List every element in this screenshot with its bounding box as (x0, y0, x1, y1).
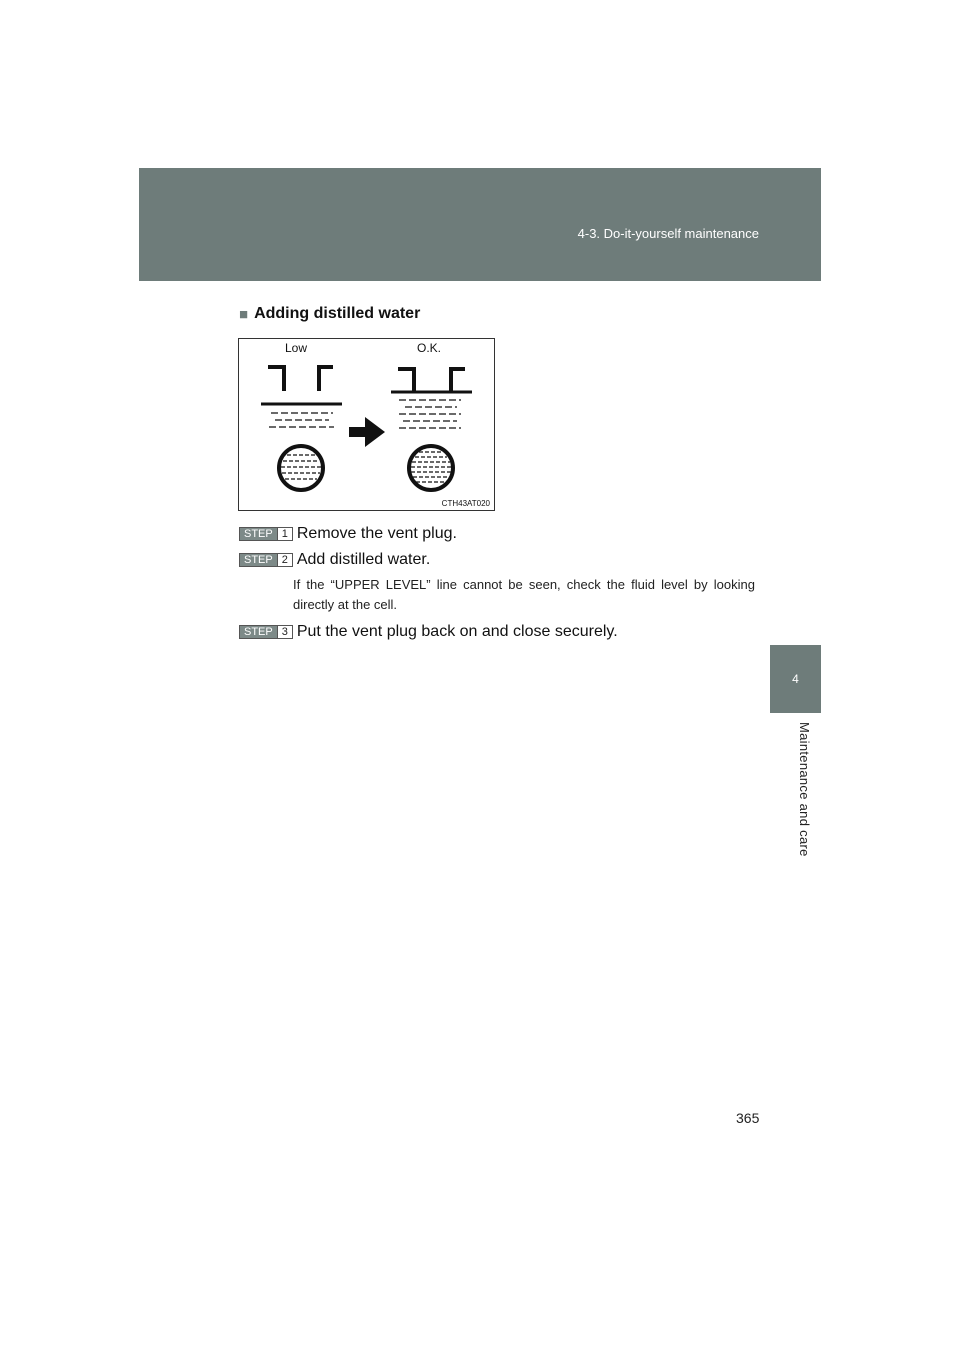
chapter-label: Maintenance and care (797, 722, 812, 857)
section-heading (239, 305, 420, 323)
ok-level-cell (391, 369, 472, 428)
arrow-right-icon (349, 417, 385, 447)
page-number: 365 (736, 1110, 760, 1126)
step-badge: STEP 3 (239, 625, 293, 639)
water-level-illustration (239, 339, 494, 510)
low-label: Low (285, 341, 308, 355)
chapter-tab[interactable] (770, 645, 821, 713)
figure-code: CTH43AT020 (441, 499, 490, 508)
step-2 (239, 551, 430, 569)
chapter-number: 4 (792, 672, 799, 686)
low-level-vent-circle (279, 446, 323, 490)
section-title: 4-3. Do-it-yourself maintenance (577, 226, 759, 241)
ok-label: O.K. (417, 341, 442, 355)
step-3 (239, 623, 618, 641)
low-level-cell (261, 367, 342, 427)
square-bullet-icon: ■ (239, 305, 249, 323)
step-badge: STEP 1 (239, 527, 293, 541)
step-text: Remove the vent plug. (296, 525, 457, 542)
step-text: Put the vent plug back on and close securely. (296, 623, 618, 640)
step-badge: STEP 2 (239, 553, 293, 567)
ok-level-vent-circle (409, 446, 453, 490)
header-band (139, 168, 821, 281)
step-1 (239, 525, 457, 543)
heading-text: Adding distilled water (254, 305, 421, 322)
water-level-figure (238, 338, 495, 511)
step-text: Add distilled water. (296, 551, 431, 568)
step-2-note: If the “UPPER LEVEL” line cannot be seen, check the fluid level by looking directly at the cell. (293, 577, 755, 612)
